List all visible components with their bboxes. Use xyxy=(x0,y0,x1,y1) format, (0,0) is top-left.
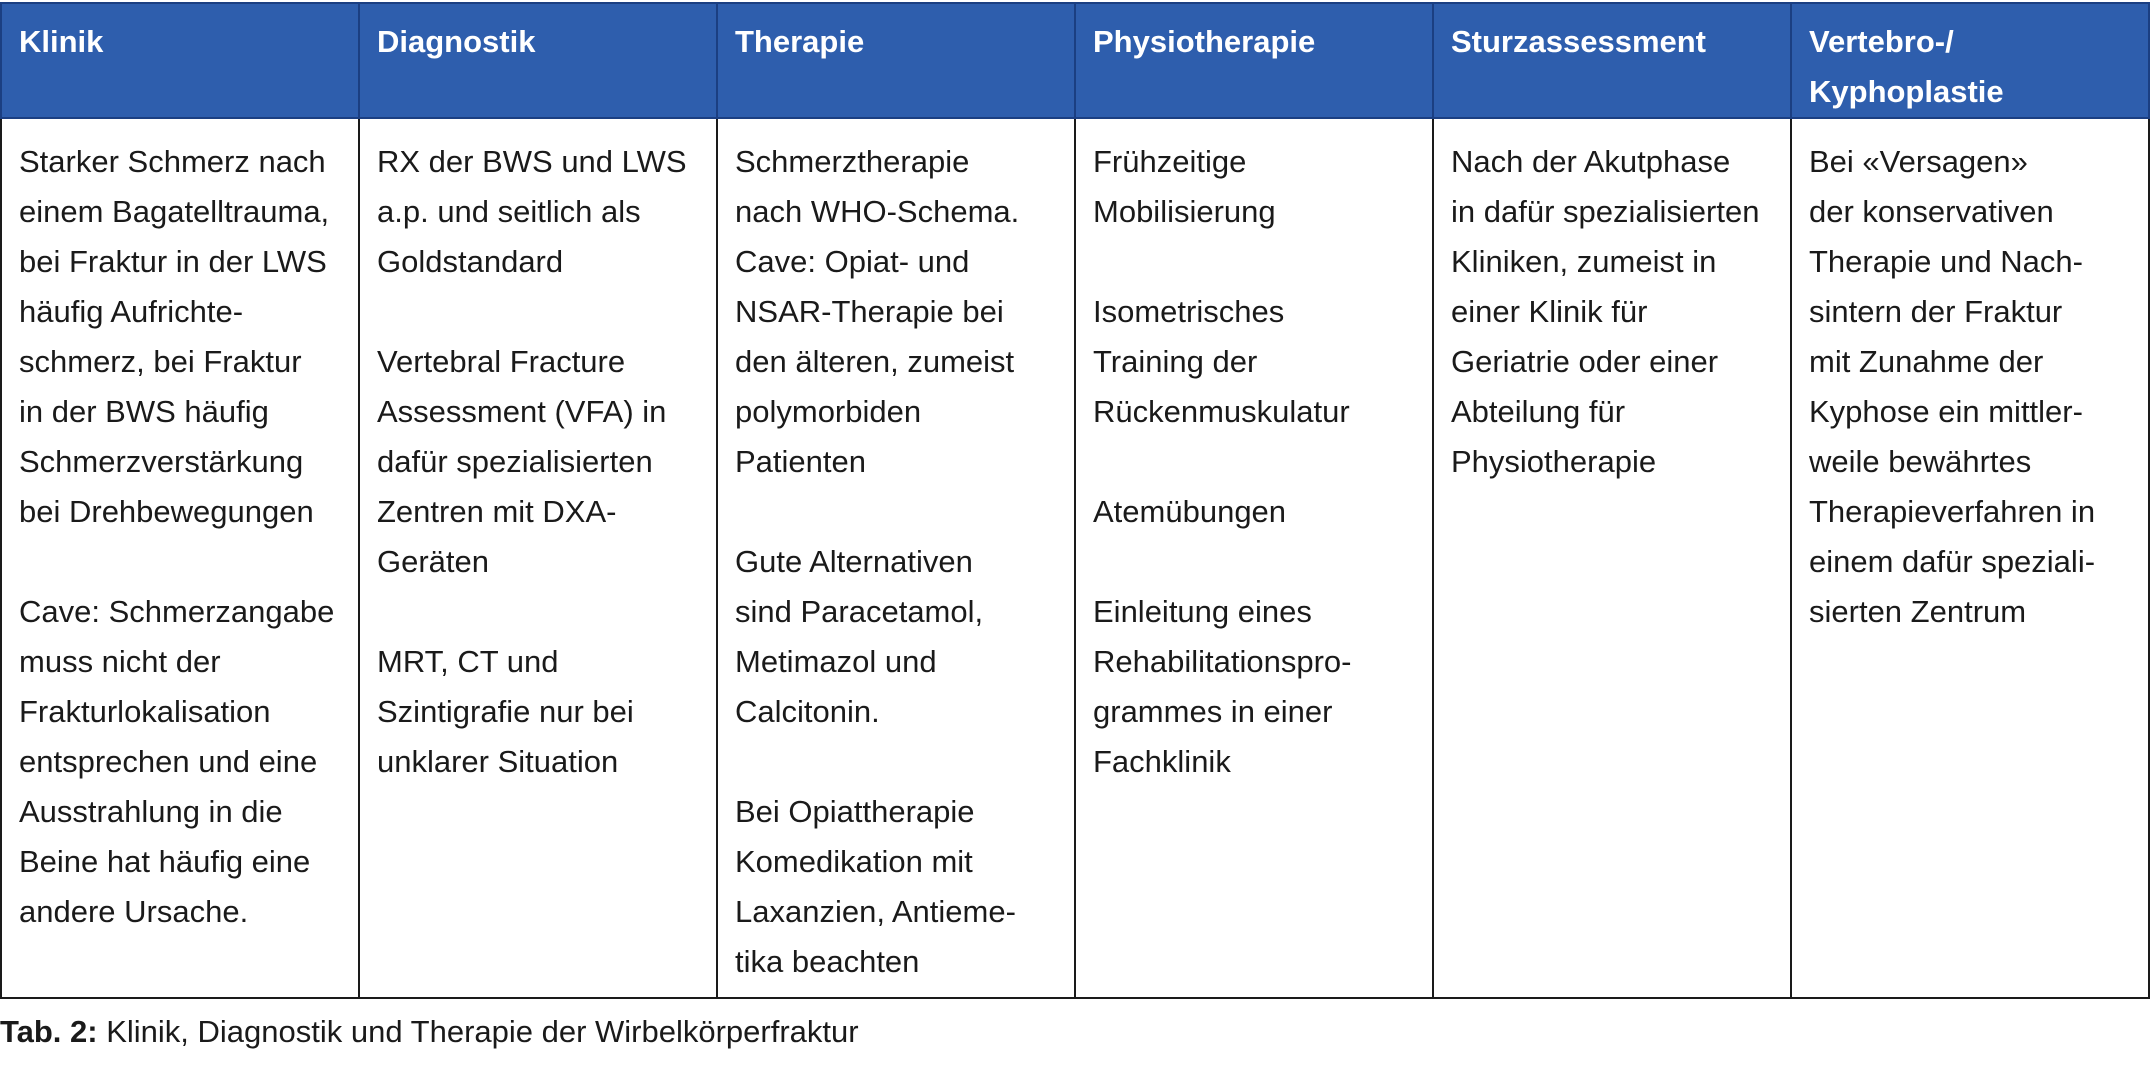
header-diagnostik xyxy=(359,3,717,118)
cell-line: Bei «Versagen» xyxy=(1809,144,2028,179)
cell-line: Patienten xyxy=(735,444,866,479)
paragraph-gap xyxy=(377,287,702,337)
cell-diagnostik xyxy=(359,118,717,998)
cell-line: einem Bagatelltrauma, xyxy=(19,194,330,229)
cell-line: Beine hat häufig eine xyxy=(19,844,311,879)
paragraph-gap xyxy=(377,587,702,637)
cell-line: RX der BWS und LWS xyxy=(377,144,687,179)
table-container xyxy=(0,2,2148,999)
header-line: Kyphoplastie xyxy=(1809,74,2004,109)
cell-line: in dafür spezialisierten xyxy=(1451,194,1760,229)
cell-line: Nach der Akutphase xyxy=(1451,144,1731,179)
header-physiotherapie xyxy=(1075,3,1433,118)
cell-line: Atemübungen xyxy=(1093,494,1287,529)
cell-line: sind Paracetamol, xyxy=(735,594,984,629)
cell-line: einem dafür speziali- xyxy=(1809,544,2096,579)
cell-line: Frühzeitige xyxy=(1093,144,1247,179)
header-sturzassessment xyxy=(1433,3,1791,118)
cell-line: häufig Aufrichte- xyxy=(19,294,244,329)
cell-vertebro-kyphoplastie xyxy=(1791,118,2149,998)
header-line: Klinik xyxy=(19,24,104,59)
cell-line: andere Ursache. xyxy=(19,894,249,929)
cell-line: Starker Schmerz nach xyxy=(19,144,326,179)
paragraph-gap xyxy=(735,737,1060,787)
paragraph-gap xyxy=(1093,237,1418,287)
cell-sturzassessment xyxy=(1433,118,1791,998)
cell-line: muss nicht der xyxy=(19,644,221,679)
cell-line: Cave: Schmerzangabe xyxy=(19,594,335,629)
header-line: Vertebro-/ xyxy=(1809,24,1954,59)
cell-line: Komedikation mit xyxy=(735,844,973,879)
paragraph-gap xyxy=(19,537,344,587)
cell-line: Isometrisches xyxy=(1093,294,1285,329)
cell-line: der konservativen xyxy=(1809,194,2054,229)
cell-line: Fachklinik xyxy=(1093,744,1231,779)
therapy-table xyxy=(0,2,2150,999)
header-row xyxy=(1,3,2149,118)
cell-line: Geriatrie oder einer xyxy=(1451,344,1719,379)
cell-line: NSAR-Therapie bei xyxy=(735,294,1004,329)
header-klinik xyxy=(1,3,359,118)
cell-line: Frakturlokalisation xyxy=(19,694,271,729)
cell-line: schmerz, bei Fraktur xyxy=(19,344,302,379)
header-line: Diagnostik xyxy=(377,24,536,59)
caption-text: Klinik, Diagnostik und Therapie der Wirbelkörperfraktur xyxy=(97,1014,859,1049)
cell-line: Kyphose ein mittler- xyxy=(1809,394,2083,429)
cell-line: Physiotherapie xyxy=(1451,444,1657,479)
header-vertebro-kyphoplastie xyxy=(1791,3,2149,118)
cell-line: Gute Alternativen xyxy=(735,544,973,579)
cell-klinik xyxy=(1,118,359,998)
cell-line: Mobilisierung xyxy=(1093,194,1276,229)
cell-line: Goldstandard xyxy=(377,244,564,279)
paragraph-gap xyxy=(1093,437,1418,487)
caption-label: Tab. 2: xyxy=(0,1014,98,1049)
cell-line: Rückenmuskulatur xyxy=(1093,394,1350,429)
cell-line: Therapie und Nach- xyxy=(1809,244,2083,279)
cell-line: Schmerzverstärkung xyxy=(19,444,304,479)
cell-line: polymorbiden xyxy=(735,394,922,429)
cell-line: mit Zunahme der xyxy=(1809,344,2044,379)
cell-line: Zentren mit DXA- xyxy=(377,494,617,529)
cell-line: sierten Zentrum xyxy=(1809,594,2027,629)
table-caption xyxy=(0,1010,859,1054)
cell-line: Cave: Opiat- und xyxy=(735,244,970,279)
cell-line: Rehabilitationspro- xyxy=(1093,644,1352,679)
cell-line: in der BWS häufig xyxy=(19,394,269,429)
cell-line: Metimazol und xyxy=(735,644,937,679)
cell-line: Einleitung eines xyxy=(1093,594,1312,629)
cell-line: Assessment (VFA) in xyxy=(377,394,667,429)
cell-line: Geräten xyxy=(377,544,490,579)
cell-line: Therapieverfahren in xyxy=(1809,494,2096,529)
header-line: Therapie xyxy=(735,24,865,59)
cell-line: Laxanzien, Antieme- xyxy=(735,894,1016,929)
cell-line: MRT, CT und xyxy=(377,644,559,679)
cell-line: nach WHO-Schema. xyxy=(735,194,1020,229)
cell-physiotherapie xyxy=(1075,118,1433,998)
header-line: Sturzassessment xyxy=(1451,24,1707,59)
table-row xyxy=(1,118,2149,998)
header-line: Physiotherapie xyxy=(1093,24,1316,59)
cell-line: Ausstrahlung in die xyxy=(19,794,283,829)
cell-line: weile bewährtes xyxy=(1809,444,2032,479)
paragraph-gap xyxy=(1093,537,1418,587)
cell-therapie xyxy=(717,118,1075,998)
cell-line: bei Drehbewegungen xyxy=(19,494,314,529)
cell-line: Training der xyxy=(1093,344,1258,379)
paragraph-gap xyxy=(735,487,1060,537)
cell-line: entsprechen und eine xyxy=(19,744,318,779)
cell-line: Kliniken, zumeist in xyxy=(1451,244,1717,279)
cell-line: Abteilung für xyxy=(1451,394,1626,429)
cell-line: grammes in einer xyxy=(1093,694,1333,729)
cell-line: den älteren, zumeist xyxy=(735,344,1015,379)
cell-line: Bei Opiattherapie xyxy=(735,794,975,829)
header-therapie xyxy=(717,3,1075,118)
cell-line: a.p. und seitlich als xyxy=(377,194,641,229)
cell-line: bei Fraktur in der LWS xyxy=(19,244,327,279)
cell-line: Schmerztherapie xyxy=(735,144,970,179)
cell-line: dafür spezialisierten xyxy=(377,444,653,479)
cell-line: Vertebral Fracture xyxy=(377,344,626,379)
cell-line: tika beachten xyxy=(735,944,920,979)
cell-line: einer Klinik für xyxy=(1451,294,1648,329)
cell-line: sintern der Fraktur xyxy=(1809,294,2063,329)
cell-line: unklarer Situation xyxy=(377,744,619,779)
cell-line: Calcitonin. xyxy=(735,694,880,729)
cell-line: Szintigrafie nur bei xyxy=(377,694,634,729)
